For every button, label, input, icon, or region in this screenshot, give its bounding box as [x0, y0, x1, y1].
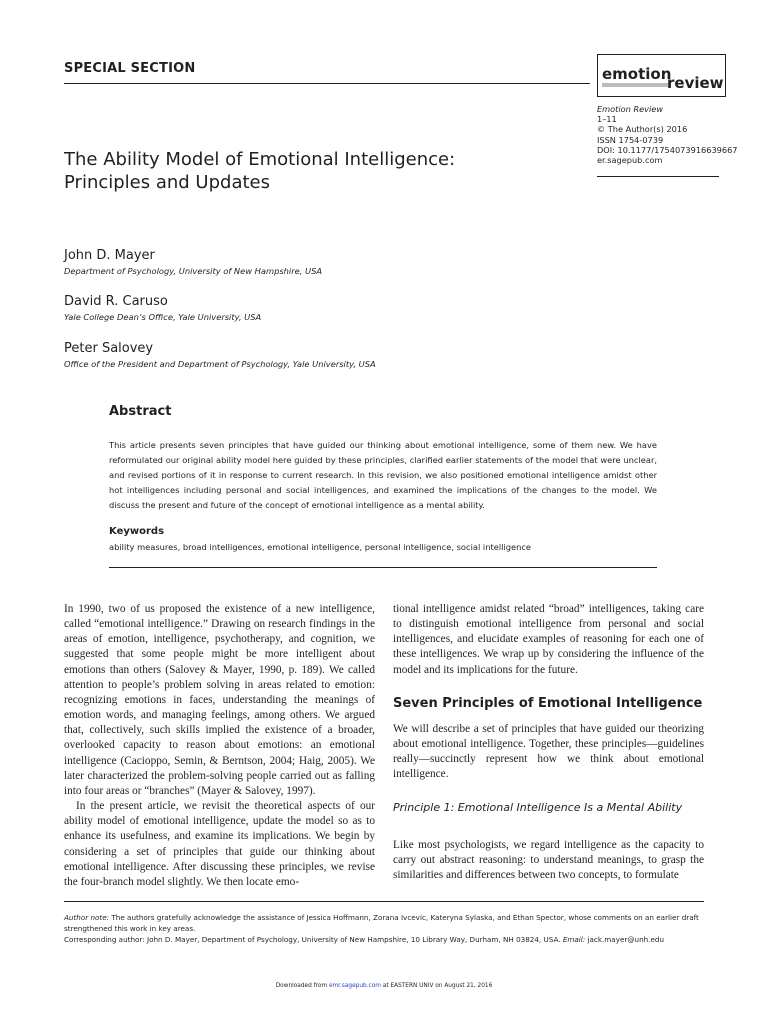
abstract-rule	[109, 567, 657, 568]
footnote	[64, 912, 709, 945]
keywords-heading: Keywords	[109, 526, 165, 537]
doi: DOI: 10.1177/1754073916639667	[597, 144, 738, 155]
page-range: 1–11	[597, 114, 617, 125]
journal-name: Emotion Review	[597, 104, 664, 114]
author-name: David R. Caruso	[64, 294, 168, 309]
title-line-2: Principles and Updates	[64, 172, 270, 193]
abstract-heading: Abstract	[109, 404, 172, 419]
section-label: SPECIAL SECTION	[64, 61, 196, 76]
body-column-right-2	[393, 722, 704, 783]
author-name: Peter Salovey	[64, 341, 154, 356]
journal-website[interactable]: er.sagepub.com	[597, 155, 663, 166]
footnote-rule	[64, 901, 704, 902]
author-note	[64, 912, 709, 934]
journal-meta	[597, 104, 738, 165]
journal-logo	[597, 54, 726, 97]
download-notice	[0, 983, 768, 989]
copyright: © The Author(s) 2016	[597, 124, 688, 135]
meta-rule	[597, 176, 719, 177]
title-line-1: The Ability Model of Emotional Intelligence:	[64, 149, 456, 170]
corresponding-author	[64, 934, 709, 945]
author-affiliation: Office of the President and Department of Psychology, Yale University, USA	[64, 359, 376, 369]
author-note-text: The authors gratefully acknowledge the assistance of Jessica Hoffmann, Zorana Ivcevic, Kateryna Sylaska, and Ethan Spector, whose comments on an earlier draft strengthened this work in key areas.	[64, 913, 699, 933]
keywords-text: ability measures, broad intelligences, emotional intelligence, personal intelligence, social intelligence	[109, 542, 532, 552]
body-paragraph: We will describe a set of principles that have guided our theorizing about emotional intelligence. Together, these principles—guidelines really—succinctly represent how we think about emotional intelligence.	[393, 723, 704, 781]
header-rule	[64, 83, 590, 84]
body-column-left	[64, 602, 375, 890]
section-heading: Seven Principles of Emotional Intelligence	[393, 696, 703, 711]
issn: ISSN 1754-0739	[597, 134, 664, 145]
download-link[interactable]: emr.sagepub.com	[328, 983, 381, 989]
author-name: John D. Mayer	[64, 248, 155, 263]
abstract-text: This article presents seven principles that have guided our thinking about emotional intelligence, some of them new. We have reformulated our original ability model here guided by these principles, clarified earlier statements of the model that were unclear, and revised portions of it in response to current research. In this revision, we also positioned emotional intelligence amidst other hot intelligences including personal and social intelligences, and examined the implications of the changes to the model. We discuss the present and future of the concept of emotional intelligence as a mental ability.	[109, 440, 657, 511]
article-title	[64, 148, 484, 194]
body-paragraph: In the present article, we revisit the theoretical aspects of our ability model of emotional intelligence, update the model so as to enhance its usefulness, and examine its implications. We begin by considering a set of principles that guide our thinking about emotional intelligence. After discussing these principles, we revise the four-branch model slightly. We then locate emo-	[64, 800, 375, 888]
author-affiliation: Yale College Dean’s Office, Yale University, USA	[64, 312, 262, 322]
corresponding-text: Corresponding author: John D. Mayer, Department of Psychology, University of New Hampshire, 10 Library Way, Durham, NH 03824, USA.	[64, 935, 563, 944]
download-suffix: at EASTERN UNIV on August 21, 2016	[380, 983, 493, 989]
principle-heading: Principle 1: Emotional Intelligence Is a Mental Ability	[393, 801, 683, 814]
logo-text-review: review	[667, 74, 724, 92]
logo-text-emotion: emotion	[602, 65, 672, 83]
body-paragraph: Like most psychologists, we regard intelligence as the capacity to carry out abstract reasoning: to understand meanings, to grasp the similarities and differences between two concepts, to formulate	[393, 839, 704, 882]
logo-bar	[602, 83, 670, 87]
body-column-right	[393, 602, 704, 678]
body-paragraph: In 1990, two of us proposed the existence of a new intelligence, called “emotional intelligence.” Drawing on research findings in the areas of emotion, intelligence, psychotherapy, and cognition, we suggested that some people might be more intelligent about emotions than others (Salovey & Mayer, 1990, p. 189). We called attention to people’s problem solving in areas related to emotion: recognizing emotions in faces, understanding the meanings of emotion words, and managing feelings, among others. We argued that, collectively, such skills implied the existence of a broader, overlooked capacity to reason about emotions: an emotional intelligence (Cacioppo, Semin, & Berntson, 2004; Haig, 2005). We later characterized the problem-solving people carried out as falling into four areas or “branches” (Mayer & Salovey, 1997).	[64, 603, 375, 797]
download-prefix: Downloaded from	[275, 983, 329, 989]
email-label: Email:	[562, 935, 586, 944]
body-column-right-3	[393, 838, 704, 883]
email-value[interactable]: jack.mayer@unh.edu	[585, 935, 665, 944]
body-paragraph: tional intelligence amidst related “broad” intelligences, taking care to distinguish emotional intelligence from personal and social intelligences, and elucidate examples of reasoning for each one of these intelligences. We wrap up by considering the influence of the model and its implications for the future.	[393, 603, 704, 676]
author-affiliation: Department of Psychology, University of New Hampshire, USA	[64, 266, 323, 276]
author-note-label: Author note:	[64, 913, 110, 922]
